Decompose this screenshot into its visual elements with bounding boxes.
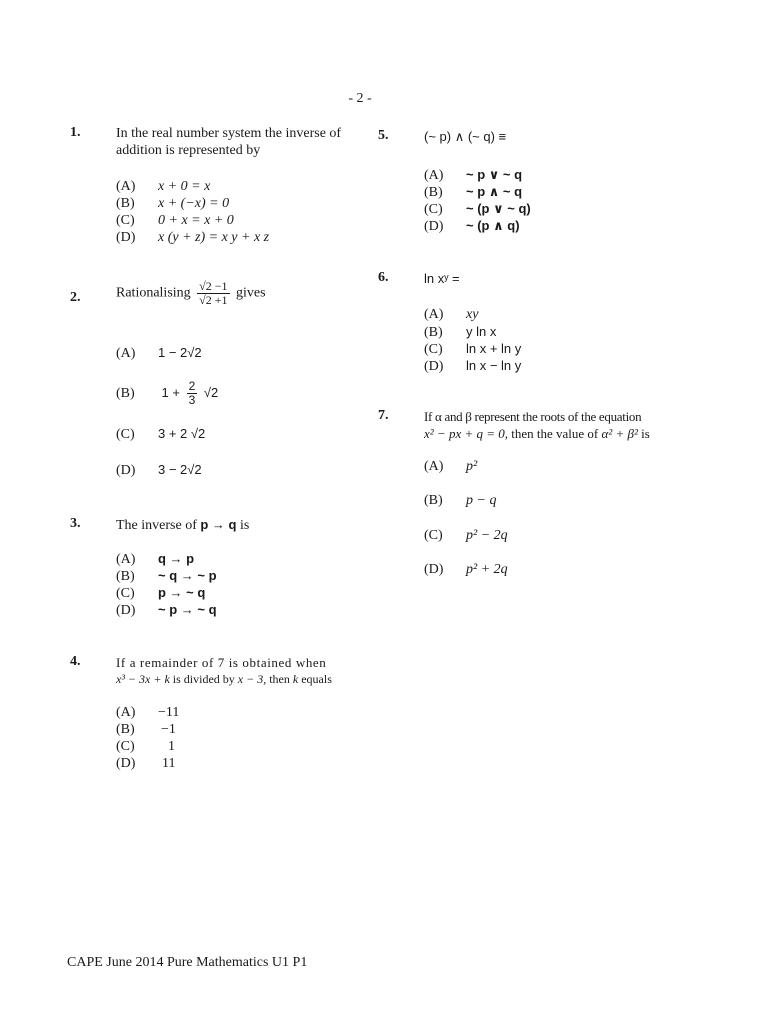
- option-label: (B): [424, 325, 443, 340]
- option-label: (B): [424, 493, 443, 508]
- option-label: (D): [116, 756, 136, 771]
- option-b[interactable]: [424, 492, 496, 509]
- option-c[interactable]: [116, 212, 234, 229]
- option-d[interactable]: [424, 217, 520, 235]
- question-number: 1.: [70, 125, 81, 140]
- option-value: 1 − 2√2: [158, 345, 202, 360]
- question-6: [378, 270, 678, 380]
- fraction-numerator: √2 −1: [199, 279, 228, 293]
- question-5: [378, 128, 678, 238]
- option-label: (A): [424, 307, 444, 322]
- option-c[interactable]: [116, 738, 175, 755]
- question-text: (~ p) ∧ (~ q) ≡: [424, 129, 507, 144]
- option-a[interactable]: [116, 704, 179, 721]
- text-fragment: then: [269, 672, 290, 686]
- question-text: [116, 654, 376, 688]
- option-value: q → p: [158, 551, 195, 566]
- text-fragment: is: [641, 426, 650, 441]
- option-a[interactable]: [424, 306, 478, 323]
- question-number: 5.: [378, 128, 389, 143]
- option-c[interactable]: [424, 200, 531, 218]
- option-value: p² + 2q: [466, 562, 508, 577]
- option-label: (A): [116, 705, 136, 720]
- option-value: y ln x: [466, 324, 497, 339]
- option-d[interactable]: [116, 601, 217, 619]
- question-4: [70, 654, 370, 774]
- option-label: (C): [424, 202, 443, 217]
- option-value: x + 0 = x: [158, 179, 211, 194]
- fraction-denominator: 3: [188, 393, 196, 407]
- option-d[interactable]: [424, 357, 521, 375]
- question-number: 6.: [378, 270, 389, 285]
- option-value: 1: [168, 739, 175, 754]
- question-text-line: [424, 425, 694, 442]
- option-a[interactable]: [116, 550, 194, 568]
- option-c[interactable]: [424, 527, 508, 544]
- option-value: x (y + z) = x y + x z: [158, 230, 270, 245]
- option-b[interactable]: [116, 380, 218, 407]
- question-text-prefix: Rationalising: [116, 285, 191, 301]
- equation: x² − px + q = 0,: [424, 426, 509, 441]
- option-label: (C): [116, 586, 135, 601]
- option-value: xy: [466, 307, 479, 322]
- option-label: (C): [116, 427, 135, 442]
- option-value: p²: [466, 459, 478, 474]
- option-d[interactable]: [424, 561, 508, 578]
- option-value-suffix: √2: [203, 384, 219, 400]
- option-label: (D): [424, 359, 444, 374]
- option-value: ~ p → ~ q: [158, 602, 217, 617]
- option-value: p − q: [466, 493, 497, 508]
- option-d[interactable]: [116, 229, 269, 246]
- option-b[interactable]: [116, 721, 176, 738]
- option-label: (A): [116, 179, 136, 194]
- question-number: 7.: [378, 408, 389, 423]
- option-a[interactable]: [116, 344, 202, 362]
- option-value: p² − 2q: [466, 528, 508, 543]
- option-value: [162, 380, 219, 407]
- question-text-line: [116, 671, 376, 688]
- option-b[interactable]: [424, 323, 496, 341]
- question-number: 2.: [70, 290, 81, 305]
- question-3: [70, 516, 370, 626]
- divisor: x − 3,: [237, 672, 267, 686]
- option-a[interactable]: [116, 178, 210, 195]
- question-text: [424, 408, 694, 442]
- option-value: ~ q → ~ p: [158, 568, 217, 583]
- question-1: [70, 125, 370, 255]
- option-b[interactable]: [116, 195, 229, 212]
- option-label: (B): [116, 722, 135, 737]
- option-value: x + (−x) = 0: [158, 196, 230, 211]
- fraction-denominator: √2 +1: [199, 293, 228, 307]
- option-label: (B): [424, 185, 443, 200]
- fraction: [187, 380, 198, 407]
- option-value: 3 + 2 √2: [158, 426, 206, 441]
- option-label: (B): [116, 385, 135, 401]
- option-b[interactable]: [424, 183, 522, 201]
- option-label: (D): [424, 562, 444, 577]
- option-value: ~ (p ∨ ~ q): [466, 201, 531, 216]
- text-fragment: equals: [301, 672, 332, 686]
- option-c[interactable]: [116, 425, 205, 443]
- option-c[interactable]: [424, 340, 521, 358]
- question-text-suffix: gives: [236, 285, 266, 301]
- option-value: ~ p ∨ ~ q: [466, 167, 523, 182]
- option-value: p → ~ q: [158, 585, 206, 600]
- option-label: (C): [424, 528, 443, 543]
- option-d[interactable]: [116, 461, 202, 479]
- option-value: −11: [158, 705, 180, 720]
- footer-text: CAPE June 2014 Pure Mathematics U1 P1: [67, 955, 308, 970]
- option-value: ~ (p ∧ q): [466, 218, 520, 233]
- question-7: [378, 408, 688, 588]
- question-text-line: If a remainder of 7 is obtained when: [116, 655, 327, 670]
- option-label: (B): [116, 196, 135, 211]
- question-text-prefix: The inverse of: [116, 518, 197, 533]
- option-value: 3 − 2√2: [158, 462, 202, 477]
- option-label: (D): [116, 603, 136, 618]
- option-label: (A): [116, 346, 136, 361]
- option-label: (D): [116, 463, 136, 478]
- expression: α² + β²: [601, 426, 638, 441]
- option-value: 11: [162, 756, 176, 771]
- option-value-prefix: 1 +: [161, 384, 180, 400]
- option-value: −1: [161, 722, 176, 737]
- page-number: - 2 -: [348, 91, 372, 106]
- question-text-line: If α and β represent the roots of the equation: [424, 409, 642, 424]
- question-text: ln xʸ =: [424, 271, 460, 286]
- option-label: (C): [116, 213, 135, 228]
- question-text: [116, 125, 366, 159]
- polynomial: x³ − 3x + k: [116, 672, 170, 686]
- option-label: (D): [424, 219, 444, 234]
- question-number: 4.: [70, 654, 81, 669]
- text-fragment: is divided by: [172, 672, 235, 686]
- option-a[interactable]: [424, 458, 477, 475]
- question-number: 3.: [70, 516, 81, 531]
- fraction-numerator: 2: [188, 379, 196, 393]
- question-text: [116, 280, 266, 307]
- variable-k: k: [292, 672, 299, 686]
- text-fragment: then the value of: [511, 426, 599, 441]
- question-text-line: addition is represented by: [116, 143, 261, 158]
- option-value: ln x + ln y: [466, 341, 522, 356]
- question-text-bold: p → q: [200, 517, 237, 532]
- fraction: [197, 280, 229, 307]
- option-value: ~ p ∧ ~ q: [466, 184, 523, 199]
- option-a[interactable]: [424, 166, 522, 184]
- option-label: (A): [116, 552, 136, 567]
- option-value: ln x − ln y: [466, 358, 522, 373]
- question-2: [70, 280, 370, 480]
- question-text-suffix: is: [239, 518, 250, 533]
- option-value: 0 + x = x + 0: [158, 213, 234, 228]
- question-text-line: In the real number system the inverse of: [116, 126, 342, 141]
- option-label: (C): [424, 342, 443, 357]
- option-b[interactable]: [116, 567, 217, 585]
- question-text: [116, 516, 249, 534]
- option-label: (B): [116, 569, 135, 584]
- option-label: (A): [424, 459, 444, 474]
- option-d[interactable]: [116, 755, 175, 772]
- option-label: (C): [116, 739, 135, 754]
- option-c[interactable]: [116, 584, 205, 602]
- option-label: (D): [116, 230, 136, 245]
- option-label: (A): [424, 168, 444, 183]
